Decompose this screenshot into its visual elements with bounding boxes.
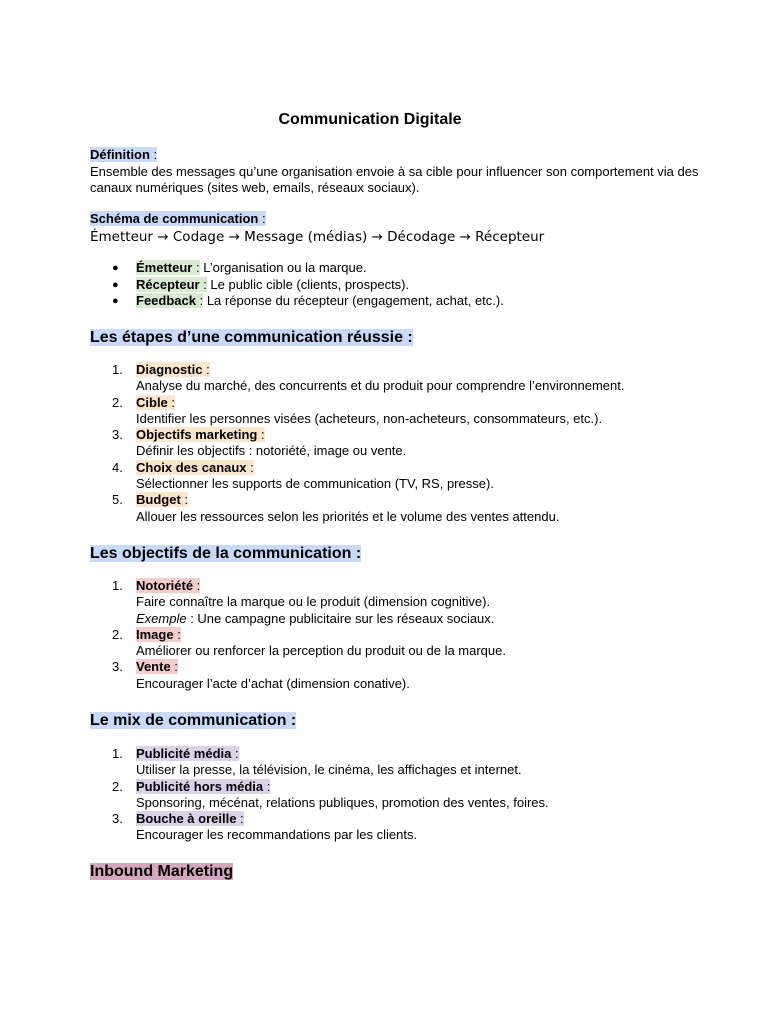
bullet-text: Le public cible (clients, prospects). (206, 276, 410, 292)
item-term: Publicité média (136, 746, 232, 761)
item-term-highlight (136, 746, 239, 761)
item-term: Image (136, 626, 174, 642)
bullet-dot-icon: ● (112, 278, 119, 291)
item-colon: : (246, 459, 254, 475)
role-bullet-list (90, 260, 730, 310)
item-description: Définir les objectifs : notoriété, image ou vente. (136, 443, 407, 459)
section-heading-objectifs (90, 544, 361, 564)
section-heading-text: Les objectifs de la communication : (90, 545, 362, 562)
item-colon: : (193, 578, 201, 593)
bullet-term: Récepteur (136, 276, 200, 292)
list-number: 3. (112, 659, 123, 675)
item-colon: : (257, 427, 265, 443)
definition-label: Définition (90, 147, 150, 162)
bullet-colon: : (192, 260, 200, 275)
list-number: 3. (112, 427, 123, 443)
list-item (90, 811, 730, 844)
list-number: 2. (112, 394, 123, 410)
list-item (90, 492, 730, 525)
bullet-item (90, 277, 730, 294)
objectifs-list (90, 578, 730, 692)
list-item (90, 627, 730, 660)
item-colon: : (180, 492, 189, 508)
section-heading-etapes (90, 328, 413, 348)
item-description: Utiliser la presse, la télévision, le cinéma, les affichages et internet. (136, 762, 522, 778)
section-heading-text: Le mix de communication : (90, 712, 297, 729)
bullet-item (90, 293, 730, 310)
definition-colon: : (149, 147, 158, 162)
item-description: Sponsoring, mécénat, relations publiques, promotion des ventes, foires. (136, 794, 549, 810)
example-label: Exemple (136, 610, 187, 626)
item-term: Vente (136, 659, 171, 675)
schema-label: Schéma de communication (90, 211, 259, 226)
list-item (90, 659, 730, 692)
list-item (90, 779, 730, 812)
item-example (136, 611, 730, 627)
schema-colon: : (258, 211, 266, 226)
list-number: 1. (112, 746, 123, 761)
list-number: 1. (112, 578, 123, 593)
definition-block (90, 147, 730, 197)
list-item (90, 362, 730, 395)
schema-label-highlight (90, 211, 266, 226)
item-term-highlight (136, 659, 178, 674)
schema-text: Émetteur → Codage → Message (médias) → Décodage → Récepteur (90, 228, 545, 245)
schema-block (90, 211, 730, 245)
section-heading-text: Inbound Marketing (90, 863, 234, 880)
item-term-highlight (136, 362, 210, 377)
list-number: 2. (112, 778, 123, 794)
item-term-highlight (136, 578, 200, 593)
item-description: Améliorer ou renforcer la perception du produit ou de la marque. (136, 643, 506, 659)
bullet-term: Émetteur (136, 260, 193, 275)
item-term-highlight (136, 492, 188, 507)
item-description: Sélectionner les supports de communication (TV, RS, presse). (136, 476, 494, 492)
list-number: 5. (112, 492, 123, 508)
list-item (90, 578, 730, 627)
item-description: Faire connaître la marque ou le produit (dimension cognitive). (136, 594, 491, 610)
bullet-colon: : (199, 276, 207, 292)
item-term: Diagnostic (136, 362, 203, 377)
section-heading-text: Les étapes d’une communication réussie : (90, 329, 413, 346)
bullet-term: Feedback (136, 293, 196, 308)
item-description: Encourager les recommandations par les clients. (136, 827, 418, 843)
item-term-highlight (136, 627, 181, 642)
bullet-dot-icon: ● (112, 262, 119, 274)
item-colon: : (173, 626, 181, 642)
item-term-highlight (136, 779, 270, 794)
section-heading-mix (90, 711, 296, 731)
list-item (90, 460, 730, 493)
item-colon: : (263, 778, 271, 794)
item-description: Allouer les ressources selon les priorités et le volume des ventes attendu. (136, 508, 560, 524)
bullet-term-highlight (136, 277, 207, 292)
list-item (90, 746, 730, 779)
item-colon: : (167, 394, 176, 410)
item-description: Encourager l’acte d’achat (dimension conative). (136, 675, 410, 691)
item-term: Objectifs marketing (136, 427, 258, 443)
item-colon: : (236, 811, 244, 827)
item-description: Identifier les personnes visées (acheteurs, non-acheteurs, consommateurs, etc.). (136, 410, 603, 426)
example-text: : Une campagne publicitaire sur les réseaux sociaux. (186, 610, 495, 626)
bullet-term-highlight (136, 293, 203, 308)
list-number: 3. (112, 811, 123, 827)
list-number: 1. (112, 362, 123, 377)
item-term-highlight (136, 811, 244, 826)
list-item (90, 395, 730, 428)
list-number: 4. (112, 459, 123, 475)
item-term-highlight (136, 460, 254, 475)
bullet-term-highlight (136, 260, 200, 275)
document-title: Communication Digitale (278, 111, 462, 128)
item-term: Budget (136, 492, 181, 508)
item-colon: : (202, 362, 210, 377)
item-term: Bouche à oreille (136, 811, 237, 827)
item-term: Choix des canaux (136, 459, 247, 475)
list-number: 2. (112, 626, 123, 642)
bullet-colon: : (195, 293, 204, 308)
bullet-text: L’organisation ou la marque. (199, 260, 367, 275)
item-description: Analyse du marché, des concurrents et du produit pour comprendre l’environnement. (136, 378, 625, 394)
list-item (90, 427, 730, 460)
item-term-highlight (136, 427, 265, 442)
bullet-text: La réponse du récepteur (engagement, achat, etc.). (203, 293, 504, 308)
mix-list (90, 746, 730, 844)
etapes-list (90, 362, 730, 525)
item-term: Notoriété (136, 578, 194, 593)
bullet-dot-icon: ● (112, 295, 119, 307)
item-colon: : (231, 746, 239, 761)
item-term: Cible (136, 394, 168, 410)
item-term: Publicité hors média (136, 778, 264, 794)
section-heading-inbound (90, 862, 233, 882)
definition-label-highlight (90, 147, 157, 162)
definition-text: Ensemble des messages qu’une organisation envoie à sa cible pour influencer son comportement via des canaux numériques (sites web, emails, réseaux sociaux). (90, 163, 699, 195)
item-colon: : (170, 659, 178, 675)
item-term-highlight (136, 395, 175, 410)
bullet-item (90, 260, 730, 277)
